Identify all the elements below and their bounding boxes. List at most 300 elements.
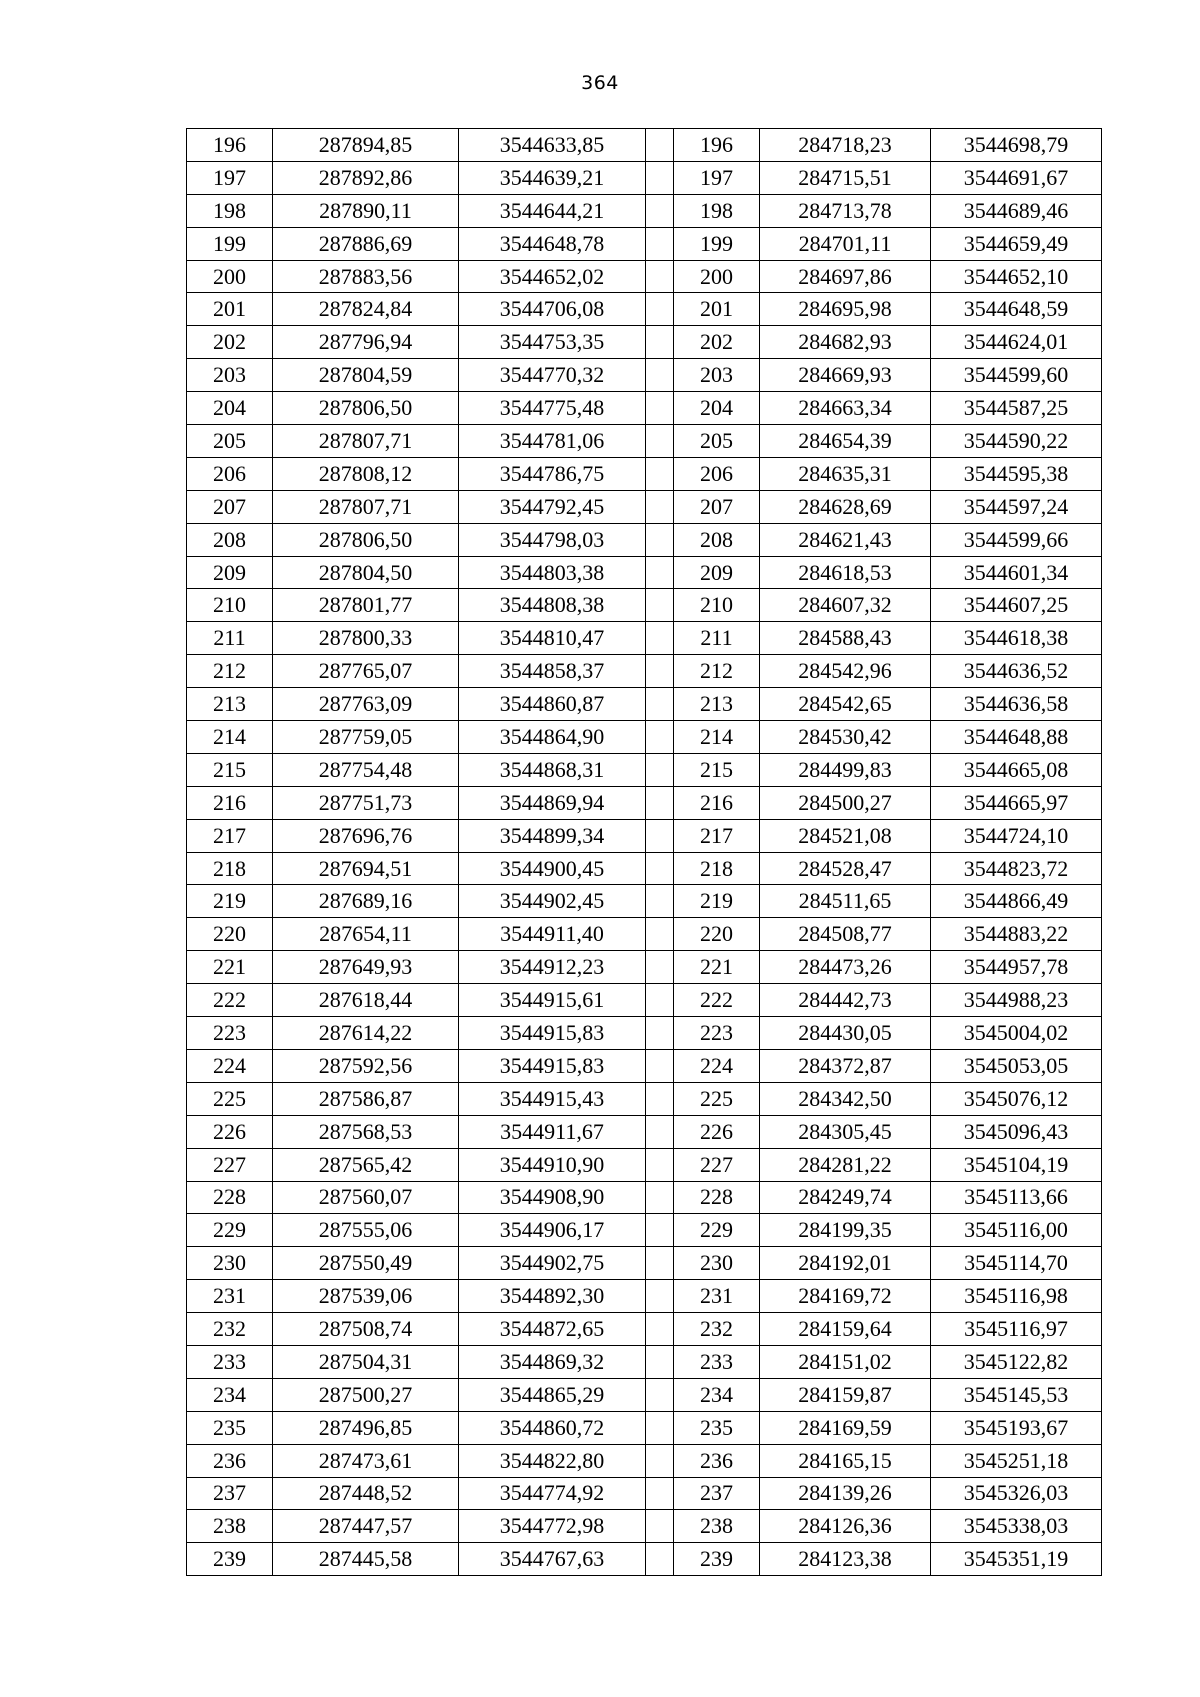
left-y-coordinate: 3544915,43 [459, 1082, 646, 1115]
left-point-number: 229 [187, 1214, 273, 1247]
left-y-coordinate: 3544781,06 [459, 425, 646, 458]
right-y-coordinate: 3544957,78 [931, 951, 1102, 984]
right-x-coordinate: 284500,27 [760, 786, 931, 819]
right-y-coordinate: 3544665,08 [931, 753, 1102, 786]
spacer-cell [646, 688, 674, 721]
spacer-cell [646, 1543, 674, 1576]
table-row [187, 1214, 1102, 1247]
right-y-coordinate: 3544659,49 [931, 227, 1102, 260]
left-y-coordinate: 3544865,29 [459, 1378, 646, 1411]
right-point-number: 198 [674, 194, 760, 227]
table-row [187, 1181, 1102, 1214]
table-row [187, 1280, 1102, 1313]
left-x-coordinate: 287751,73 [273, 786, 459, 819]
left-y-coordinate: 3544706,08 [459, 293, 646, 326]
spacer-cell [646, 1115, 674, 1148]
spacer-cell [646, 293, 674, 326]
right-y-coordinate: 3544652,10 [931, 260, 1102, 293]
spacer-cell [646, 326, 674, 359]
left-x-coordinate: 287649,93 [273, 951, 459, 984]
right-point-number: 222 [674, 984, 760, 1017]
right-x-coordinate: 284628,69 [760, 490, 931, 523]
left-point-number: 226 [187, 1115, 273, 1148]
spacer-cell [646, 392, 674, 425]
right-point-number: 236 [674, 1444, 760, 1477]
right-x-coordinate: 284473,26 [760, 951, 931, 984]
table-row [187, 1444, 1102, 1477]
left-point-number: 215 [187, 753, 273, 786]
spacer-cell [646, 1411, 674, 1444]
right-y-coordinate: 3545104,19 [931, 1148, 1102, 1181]
spacer-cell [646, 227, 674, 260]
left-point-number: 200 [187, 260, 273, 293]
table-row [187, 622, 1102, 655]
right-y-coordinate: 3544883,22 [931, 918, 1102, 951]
left-y-coordinate: 3544915,83 [459, 1049, 646, 1082]
left-x-coordinate: 287886,69 [273, 227, 459, 260]
right-x-coordinate: 284159,87 [760, 1378, 931, 1411]
right-x-coordinate: 284165,15 [760, 1444, 931, 1477]
right-y-coordinate: 3545145,53 [931, 1378, 1102, 1411]
right-point-number: 203 [674, 359, 760, 392]
right-point-number: 235 [674, 1411, 760, 1444]
spacer-cell [646, 1313, 674, 1346]
right-point-number: 239 [674, 1543, 760, 1576]
left-x-coordinate: 287759,05 [273, 721, 459, 754]
page-number: 364 [581, 72, 619, 94]
left-y-coordinate: 3544822,80 [459, 1444, 646, 1477]
left-point-number: 209 [187, 556, 273, 589]
table-row [187, 1017, 1102, 1050]
left-point-number: 231 [187, 1280, 273, 1313]
right-x-coordinate: 284713,78 [760, 194, 931, 227]
table-row [187, 1082, 1102, 1115]
right-y-coordinate: 3544597,24 [931, 490, 1102, 523]
table-row [187, 1115, 1102, 1148]
left-x-coordinate: 287765,07 [273, 655, 459, 688]
left-y-coordinate: 3544860,87 [459, 688, 646, 721]
left-y-coordinate: 3544864,90 [459, 721, 646, 754]
spacer-cell [646, 129, 674, 162]
spacer-cell [646, 1017, 674, 1050]
left-point-number: 230 [187, 1247, 273, 1280]
right-x-coordinate: 284169,59 [760, 1411, 931, 1444]
left-x-coordinate: 287500,27 [273, 1378, 459, 1411]
spacer-cell [646, 1444, 674, 1477]
left-point-number: 206 [187, 457, 273, 490]
left-y-coordinate: 3544915,83 [459, 1017, 646, 1050]
right-x-coordinate: 284718,23 [760, 129, 931, 162]
spacer-cell [646, 1049, 674, 1082]
spacer-cell [646, 753, 674, 786]
spacer-cell [646, 1345, 674, 1378]
right-y-coordinate: 3544689,46 [931, 194, 1102, 227]
right-point-number: 224 [674, 1049, 760, 1082]
left-point-number: 198 [187, 194, 273, 227]
left-point-number: 225 [187, 1082, 273, 1115]
left-x-coordinate: 287892,86 [273, 161, 459, 194]
table-row [187, 1345, 1102, 1378]
left-point-number: 232 [187, 1313, 273, 1346]
right-point-number: 199 [674, 227, 760, 260]
left-x-coordinate: 287696,76 [273, 819, 459, 852]
right-y-coordinate: 3544590,22 [931, 425, 1102, 458]
left-x-coordinate: 287473,61 [273, 1444, 459, 1477]
left-x-coordinate: 287592,56 [273, 1049, 459, 1082]
right-x-coordinate: 284123,38 [760, 1543, 931, 1576]
table-row [187, 589, 1102, 622]
left-point-number: 197 [187, 161, 273, 194]
left-x-coordinate: 287806,50 [273, 523, 459, 556]
left-y-coordinate: 3544902,75 [459, 1247, 646, 1280]
left-x-coordinate: 287586,87 [273, 1082, 459, 1115]
right-point-number: 230 [674, 1247, 760, 1280]
right-point-number: 218 [674, 852, 760, 885]
right-point-number: 231 [674, 1280, 760, 1313]
left-x-coordinate: 287448,52 [273, 1477, 459, 1510]
right-x-coordinate: 284159,64 [760, 1313, 931, 1346]
right-y-coordinate: 3545004,02 [931, 1017, 1102, 1050]
spacer-cell [646, 359, 674, 392]
left-x-coordinate: 287800,33 [273, 622, 459, 655]
right-x-coordinate: 284281,22 [760, 1148, 931, 1181]
table-row [187, 194, 1102, 227]
right-x-coordinate: 284249,74 [760, 1181, 931, 1214]
left-point-number: 201 [187, 293, 273, 326]
right-y-coordinate: 3544665,97 [931, 786, 1102, 819]
spacer-cell [646, 1477, 674, 1510]
table-row [187, 753, 1102, 786]
left-x-coordinate: 287447,57 [273, 1510, 459, 1543]
right-x-coordinate: 284192,01 [760, 1247, 931, 1280]
right-y-coordinate: 3544823,72 [931, 852, 1102, 885]
right-point-number: 217 [674, 819, 760, 852]
right-x-coordinate: 284442,73 [760, 984, 931, 1017]
right-y-coordinate: 3544724,10 [931, 819, 1102, 852]
left-x-coordinate: 287565,42 [273, 1148, 459, 1181]
left-y-coordinate: 3544770,32 [459, 359, 646, 392]
left-y-coordinate: 3544911,40 [459, 918, 646, 951]
spacer-cell [646, 490, 674, 523]
right-y-coordinate: 3545351,19 [931, 1543, 1102, 1576]
right-point-number: 206 [674, 457, 760, 490]
right-y-coordinate: 3544988,23 [931, 984, 1102, 1017]
spacer-cell [646, 1082, 674, 1115]
right-y-coordinate: 3544648,59 [931, 293, 1102, 326]
right-x-coordinate: 284169,72 [760, 1280, 931, 1313]
table-row [187, 293, 1102, 326]
left-point-number: 196 [187, 129, 273, 162]
table-row [187, 556, 1102, 589]
right-point-number: 212 [674, 655, 760, 688]
right-x-coordinate: 284372,87 [760, 1049, 931, 1082]
right-x-coordinate: 284697,86 [760, 260, 931, 293]
left-x-coordinate: 287555,06 [273, 1214, 459, 1247]
spacer-cell [646, 1247, 674, 1280]
left-point-number: 233 [187, 1345, 273, 1378]
spacer-cell [646, 1510, 674, 1543]
left-x-coordinate: 287539,06 [273, 1280, 459, 1313]
spacer-cell [646, 885, 674, 918]
right-x-coordinate: 284139,26 [760, 1477, 931, 1510]
left-x-coordinate: 287618,44 [273, 984, 459, 1017]
right-y-coordinate: 3545114,70 [931, 1247, 1102, 1280]
left-point-number: 235 [187, 1411, 273, 1444]
left-x-coordinate: 287504,31 [273, 1345, 459, 1378]
left-y-coordinate: 3544868,31 [459, 753, 646, 786]
left-x-coordinate: 287807,71 [273, 490, 459, 523]
spacer-cell [646, 1148, 674, 1181]
right-y-coordinate: 3544599,60 [931, 359, 1102, 392]
right-y-coordinate: 3545076,12 [931, 1082, 1102, 1115]
table-row [187, 1378, 1102, 1411]
right-y-coordinate: 3544691,67 [931, 161, 1102, 194]
left-x-coordinate: 287808,12 [273, 457, 459, 490]
table-row [187, 523, 1102, 556]
right-point-number: 205 [674, 425, 760, 458]
left-y-coordinate: 3544810,47 [459, 622, 646, 655]
left-y-coordinate: 3544900,45 [459, 852, 646, 885]
right-point-number: 210 [674, 589, 760, 622]
left-y-coordinate: 3544912,23 [459, 951, 646, 984]
right-x-coordinate: 284126,36 [760, 1510, 931, 1543]
right-y-coordinate: 3545326,03 [931, 1477, 1102, 1510]
left-point-number: 210 [187, 589, 273, 622]
right-y-coordinate: 3544636,52 [931, 655, 1102, 688]
left-point-number: 237 [187, 1477, 273, 1510]
spacer-cell [646, 457, 674, 490]
right-point-number: 216 [674, 786, 760, 819]
table-row [187, 918, 1102, 951]
left-point-number: 211 [187, 622, 273, 655]
right-y-coordinate: 3544599,66 [931, 523, 1102, 556]
table-row [187, 852, 1102, 885]
table-row [187, 392, 1102, 425]
left-y-coordinate: 3544798,03 [459, 523, 646, 556]
table-row [187, 1247, 1102, 1280]
right-x-coordinate: 284151,02 [760, 1345, 931, 1378]
right-x-coordinate: 284669,93 [760, 359, 931, 392]
table-row [187, 1148, 1102, 1181]
left-x-coordinate: 287508,74 [273, 1313, 459, 1346]
right-point-number: 209 [674, 556, 760, 589]
right-y-coordinate: 3544601,34 [931, 556, 1102, 589]
spacer-cell [646, 161, 674, 194]
table-row [187, 1510, 1102, 1543]
left-point-number: 202 [187, 326, 273, 359]
table-row [187, 326, 1102, 359]
left-point-number: 207 [187, 490, 273, 523]
left-y-coordinate: 3544869,32 [459, 1345, 646, 1378]
right-point-number: 234 [674, 1378, 760, 1411]
spacer-cell [646, 1214, 674, 1247]
left-point-number: 222 [187, 984, 273, 1017]
left-y-coordinate: 3544915,61 [459, 984, 646, 1017]
right-x-coordinate: 284530,42 [760, 721, 931, 754]
right-point-number: 225 [674, 1082, 760, 1115]
right-x-coordinate: 284499,83 [760, 753, 931, 786]
spacer-cell [646, 556, 674, 589]
right-x-coordinate: 284701,11 [760, 227, 931, 260]
left-point-number: 227 [187, 1148, 273, 1181]
left-y-coordinate: 3544786,75 [459, 457, 646, 490]
left-y-coordinate: 3544911,67 [459, 1115, 646, 1148]
table-row [187, 688, 1102, 721]
left-x-coordinate: 287890,11 [273, 194, 459, 227]
right-point-number: 211 [674, 622, 760, 655]
right-y-coordinate: 3545338,03 [931, 1510, 1102, 1543]
left-point-number: 212 [187, 655, 273, 688]
left-x-coordinate: 287894,85 [273, 129, 459, 162]
spacer-cell [646, 852, 674, 885]
right-point-number: 196 [674, 129, 760, 162]
spacer-cell [646, 655, 674, 688]
left-y-coordinate: 3544648,78 [459, 227, 646, 260]
right-y-coordinate: 3545251,18 [931, 1444, 1102, 1477]
right-x-coordinate: 284305,45 [760, 1115, 931, 1148]
left-point-number: 204 [187, 392, 273, 425]
right-point-number: 226 [674, 1115, 760, 1148]
left-y-coordinate: 3544906,17 [459, 1214, 646, 1247]
right-point-number: 197 [674, 161, 760, 194]
left-x-coordinate: 287883,56 [273, 260, 459, 293]
table-row [187, 984, 1102, 1017]
left-y-coordinate: 3544808,38 [459, 589, 646, 622]
right-x-coordinate: 284618,53 [760, 556, 931, 589]
left-x-coordinate: 287806,50 [273, 392, 459, 425]
right-y-coordinate: 3545096,43 [931, 1115, 1102, 1148]
left-y-coordinate: 3544652,02 [459, 260, 646, 293]
left-point-number: 213 [187, 688, 273, 721]
right-y-coordinate: 3544595,38 [931, 457, 1102, 490]
left-y-coordinate: 3544858,37 [459, 655, 646, 688]
left-y-coordinate: 3544869,94 [459, 786, 646, 819]
right-point-number: 201 [674, 293, 760, 326]
right-x-coordinate: 284621,43 [760, 523, 931, 556]
left-y-coordinate: 3544899,34 [459, 819, 646, 852]
table-row [187, 951, 1102, 984]
right-point-number: 237 [674, 1477, 760, 1510]
left-y-coordinate: 3544908,90 [459, 1181, 646, 1214]
left-x-coordinate: 287807,71 [273, 425, 459, 458]
left-point-number: 214 [187, 721, 273, 754]
left-point-number: 220 [187, 918, 273, 951]
left-point-number: 234 [187, 1378, 273, 1411]
right-x-coordinate: 284199,35 [760, 1214, 931, 1247]
right-x-coordinate: 284715,51 [760, 161, 931, 194]
spacer-cell [646, 523, 674, 556]
coordinates-table [186, 128, 1102, 1576]
right-x-coordinate: 284588,43 [760, 622, 931, 655]
right-y-coordinate: 3545116,97 [931, 1313, 1102, 1346]
right-point-number: 227 [674, 1148, 760, 1181]
right-x-coordinate: 284511,65 [760, 885, 931, 918]
right-x-coordinate: 284542,65 [760, 688, 931, 721]
spacer-cell [646, 951, 674, 984]
left-point-number: 219 [187, 885, 273, 918]
right-y-coordinate: 3544866,49 [931, 885, 1102, 918]
left-point-number: 199 [187, 227, 273, 260]
right-point-number: 207 [674, 490, 760, 523]
left-point-number: 236 [187, 1444, 273, 1477]
right-x-coordinate: 284663,34 [760, 392, 931, 425]
spacer-cell [646, 1280, 674, 1313]
table-row [187, 359, 1102, 392]
right-y-coordinate: 3545113,66 [931, 1181, 1102, 1214]
spacer-cell [646, 260, 674, 293]
right-point-number: 200 [674, 260, 760, 293]
left-point-number: 239 [187, 1543, 273, 1576]
table-row [187, 885, 1102, 918]
right-point-number: 214 [674, 721, 760, 754]
right-y-coordinate: 3544618,38 [931, 622, 1102, 655]
left-point-number: 224 [187, 1049, 273, 1082]
spacer-cell [646, 589, 674, 622]
spacer-cell [646, 622, 674, 655]
right-x-coordinate: 284654,39 [760, 425, 931, 458]
right-x-coordinate: 284528,47 [760, 852, 931, 885]
left-x-coordinate: 287654,11 [273, 918, 459, 951]
left-y-coordinate: 3544902,45 [459, 885, 646, 918]
spacer-cell [646, 819, 674, 852]
left-y-coordinate: 3544633,85 [459, 129, 646, 162]
left-x-coordinate: 287445,58 [273, 1543, 459, 1576]
right-x-coordinate: 284508,77 [760, 918, 931, 951]
right-x-coordinate: 284521,08 [760, 819, 931, 852]
right-x-coordinate: 284430,05 [760, 1017, 931, 1050]
right-x-coordinate: 284342,50 [760, 1082, 931, 1115]
table-row [187, 425, 1102, 458]
right-y-coordinate: 3544648,88 [931, 721, 1102, 754]
spacer-cell [646, 1378, 674, 1411]
right-x-coordinate: 284682,93 [760, 326, 931, 359]
spacer-cell [646, 425, 674, 458]
left-y-coordinate: 3544772,98 [459, 1510, 646, 1543]
left-point-number: 217 [187, 819, 273, 852]
left-point-number: 218 [187, 852, 273, 885]
right-point-number: 233 [674, 1345, 760, 1378]
left-y-coordinate: 3544767,63 [459, 1543, 646, 1576]
left-x-coordinate: 287568,53 [273, 1115, 459, 1148]
left-point-number: 216 [187, 786, 273, 819]
right-y-coordinate: 3545122,82 [931, 1345, 1102, 1378]
right-point-number: 220 [674, 918, 760, 951]
left-x-coordinate: 287804,59 [273, 359, 459, 392]
table-row [187, 786, 1102, 819]
right-y-coordinate: 3545116,98 [931, 1280, 1102, 1313]
left-x-coordinate: 287804,50 [273, 556, 459, 589]
left-x-coordinate: 287614,22 [273, 1017, 459, 1050]
right-x-coordinate: 284695,98 [760, 293, 931, 326]
spacer-cell [646, 1181, 674, 1214]
right-x-coordinate: 284607,32 [760, 589, 931, 622]
right-y-coordinate: 3544624,01 [931, 326, 1102, 359]
left-point-number: 205 [187, 425, 273, 458]
left-point-number: 228 [187, 1181, 273, 1214]
table-row [187, 457, 1102, 490]
right-x-coordinate: 284542,96 [760, 655, 931, 688]
left-x-coordinate: 287754,48 [273, 753, 459, 786]
right-point-number: 228 [674, 1181, 760, 1214]
right-point-number: 204 [674, 392, 760, 425]
left-y-coordinate: 3544792,45 [459, 490, 646, 523]
right-point-number: 221 [674, 951, 760, 984]
left-x-coordinate: 287796,94 [273, 326, 459, 359]
left-point-number: 238 [187, 1510, 273, 1543]
left-x-coordinate: 287550,49 [273, 1247, 459, 1280]
left-y-coordinate: 3544774,92 [459, 1477, 646, 1510]
right-point-number: 202 [674, 326, 760, 359]
